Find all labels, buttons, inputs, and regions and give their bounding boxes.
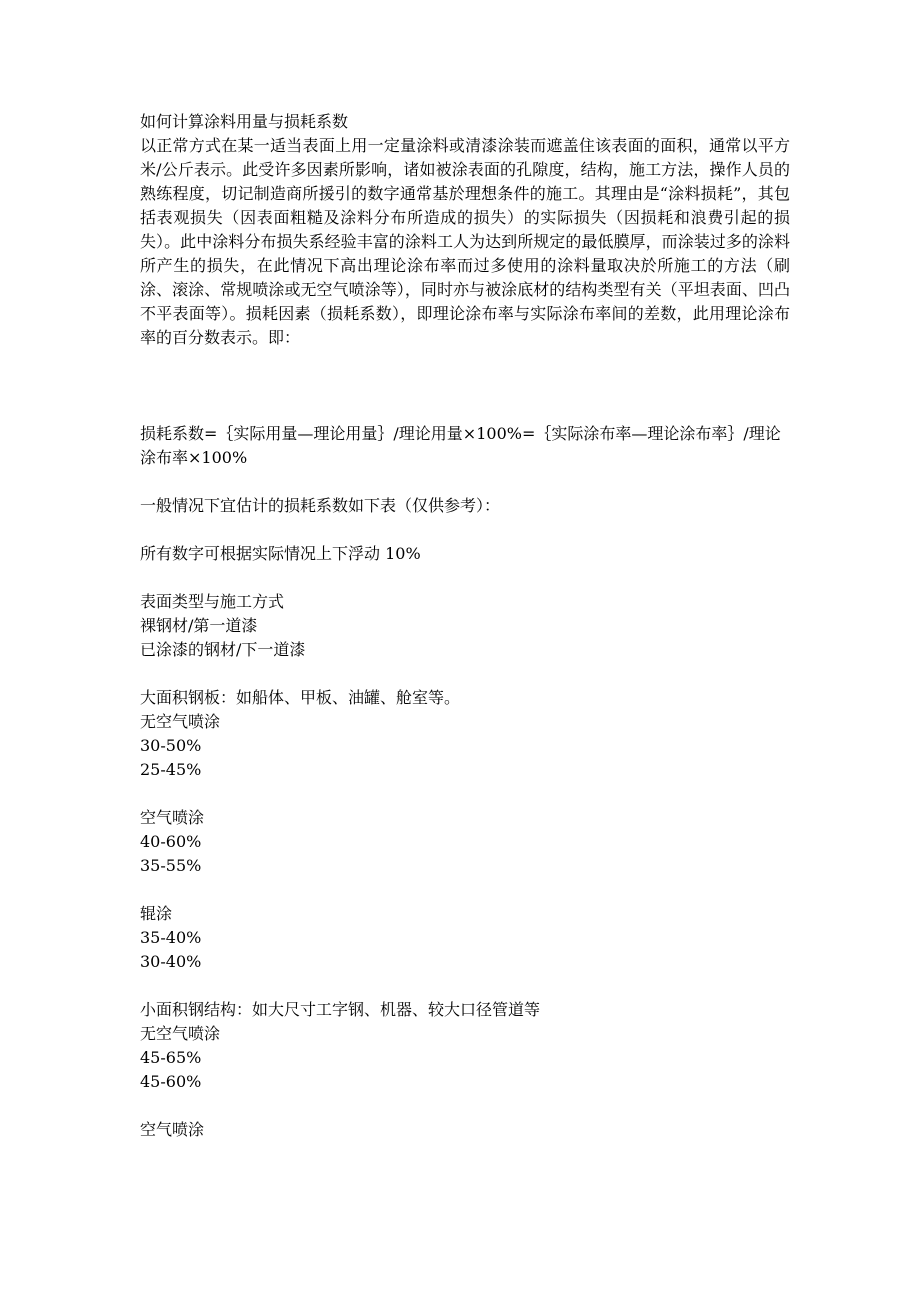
value-bare: 45-65% <box>140 1048 202 1067</box>
value-painted: 30-40% <box>140 952 202 971</box>
spacer <box>140 470 790 494</box>
spacer <box>140 1094 790 1118</box>
method-name: 空气喷涂 <box>140 808 205 827</box>
header-col-painted: 已涂漆的钢材/下一道漆 <box>140 640 306 659</box>
value-bare: 35-40% <box>140 928 202 947</box>
spacer <box>140 350 790 398</box>
spacer <box>140 974 790 998</box>
note-text: 所有数字可根据实际情况上下浮动 10% <box>140 544 421 563</box>
value-bare: 30-50% <box>140 736 202 755</box>
spacer <box>140 398 790 422</box>
header-col-surface: 表面类型与施工方式 <box>140 592 285 611</box>
method-name: 无空气喷涂 <box>140 1024 221 1043</box>
doc-title: 如何计算涂料用量与损耗系数 <box>140 112 349 131</box>
method-name: 无空气喷涂 <box>140 712 221 731</box>
spacer <box>140 878 790 902</box>
spacer <box>140 518 790 542</box>
value-painted: 45-60% <box>140 1072 202 1091</box>
spacer <box>140 662 790 686</box>
intro-paragraph: 以正常方式在某一适当表面上用一定量涂料或清漆涂装而遮盖住该表面的面积，通常以平方米/公斤表示。此受许多因素所影响，诸如被涂表面的孔隙度，结构，施工方法，操作人员的熟练程度，切记制造商所援引的数字通常基於理想条件的施工。其理由是“涂料损耗”，其包括表观损失（因表面粗糙及涂料分布所造成的损失）的实际损失（因损耗和浪费引起的损失）。此中涂料分布损失系经验丰富的涂料工人为达到所规定的最低膜厚，而涂装过多的涂料所产生的损失，在此情况下高出理论涂布率而过多使用的涂料量取决於所施工的方法（刷涂、滚涂、常规喷涂或无空气喷涂等），同时亦与被涂底材的结构类型有关（平坦表面、凹凸不平表面等）。损耗因素（损耗系数），即理论涂布率与实际涂布率间的差数，此用理论涂布率的百分数表示。即： <box>140 136 790 347</box>
table-intro: 一般情况下宜估计的损耗系数如下表（仅供参考）： <box>140 496 501 515</box>
section-heading: 大面积钢板：如船体、甲板、油罐、舱室等。 <box>140 688 461 707</box>
loss-formula: 损耗系数=｛实际用量—理论用量｝/理论用量×100%=｛实际涂布率—理论涂布率｝/理论涂布率×100% <box>140 424 781 467</box>
method-name: 辊涂 <box>140 904 173 923</box>
spacer <box>140 566 790 590</box>
value-painted: 35-55% <box>140 856 202 875</box>
document-page <box>140 110 790 1142</box>
method-name: 空气喷涂 <box>140 1120 205 1139</box>
section-heading: 小面积钢结构：如大尺寸工字钢、机器、较大口径管道等 <box>140 1000 541 1019</box>
value-painted: 25-45% <box>140 760 202 779</box>
spacer <box>140 782 790 806</box>
value-bare: 40-60% <box>140 832 202 851</box>
header-col-bare: 裸钢材/第一道漆 <box>140 616 258 635</box>
